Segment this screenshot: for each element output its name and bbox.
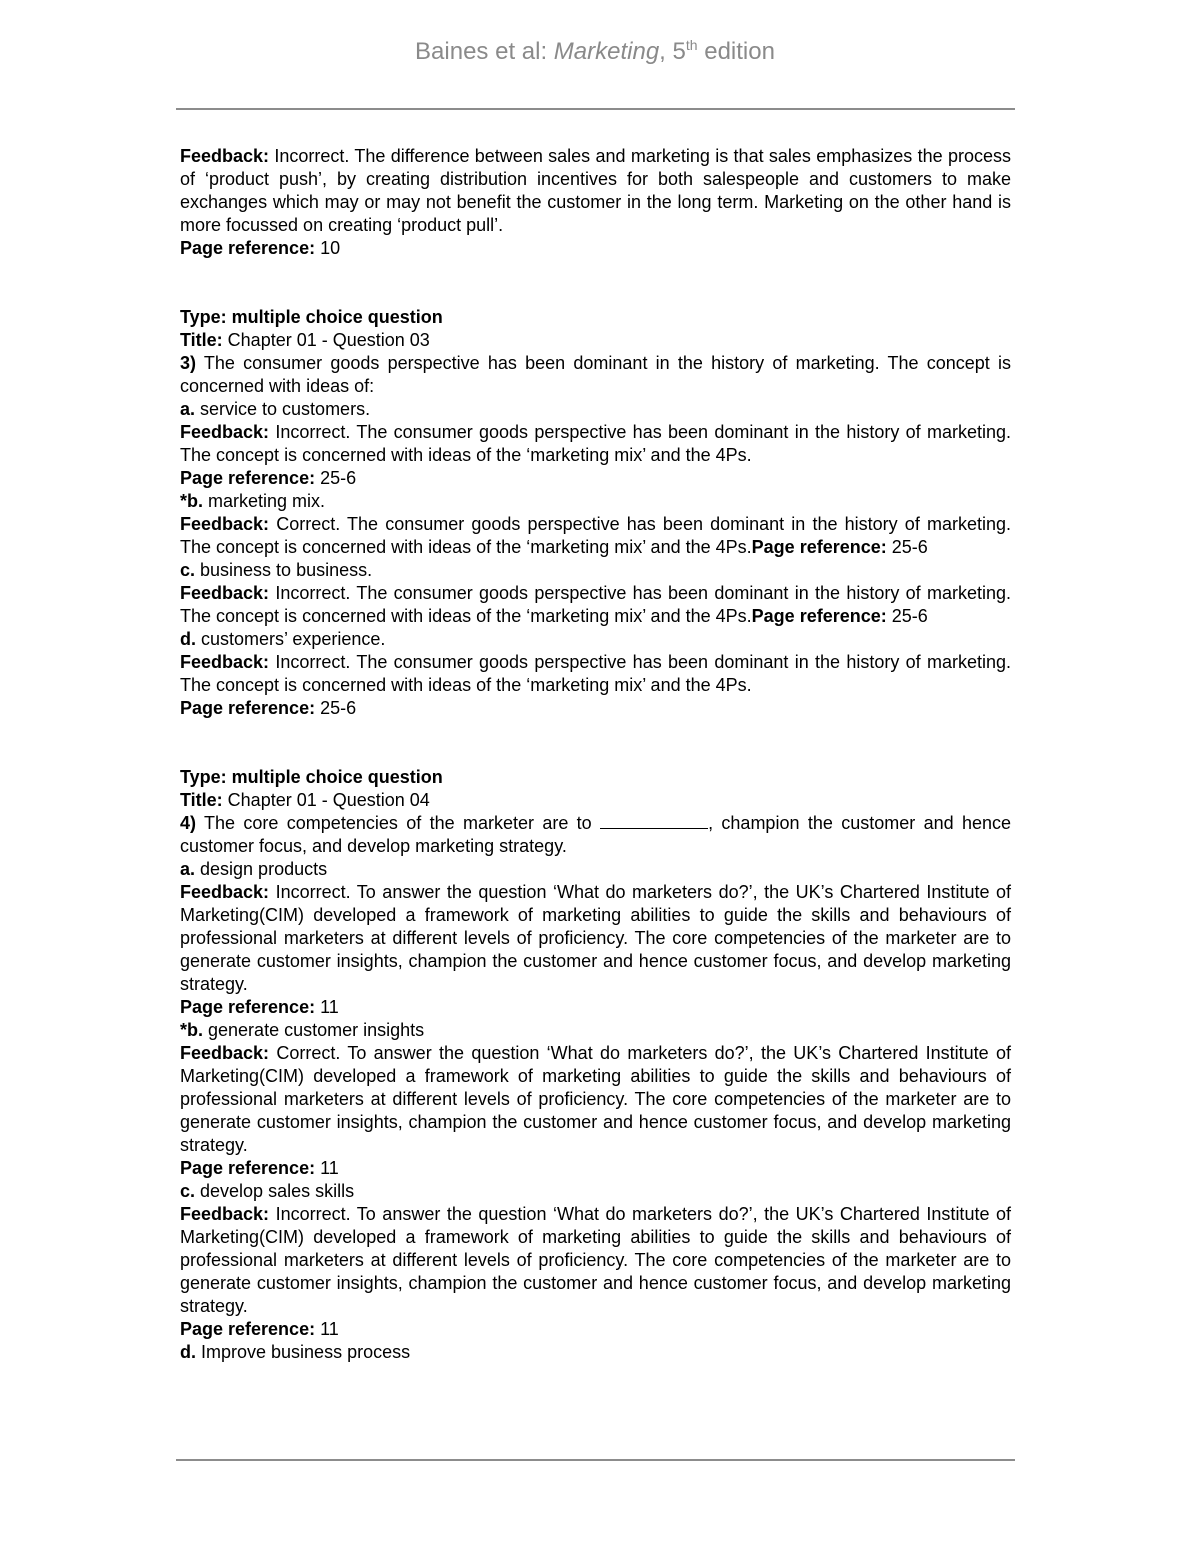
page-reference-label: Page reference: xyxy=(180,1319,316,1339)
header-book-title: Marketing xyxy=(553,38,660,65)
option-letter: d. xyxy=(180,629,196,649)
page-reference-label-part2: reference: xyxy=(799,606,887,626)
option-letter: *b. xyxy=(180,491,204,511)
feedback-label: Feedback: xyxy=(180,1204,270,1224)
feedback-text: Incorrect. To answer the question ‘What do marketers do?’, the UK’s Chartered Institute of Marketing(CIM) developed a framework of marketing abilities to guide the skills and behaviours of professional marketers at different levels of proficiency. The core competencies of the marketer are to generate customer insights, champion the customer and hence customer focus, and develop marketing strategy. xyxy=(180,882,1011,994)
answer-option-b xyxy=(180,490,1011,513)
page-reference xyxy=(180,697,1011,720)
feedback-label: Feedback: xyxy=(180,583,270,603)
question-title xyxy=(180,329,1011,352)
page-reference-value: 25-6 xyxy=(315,698,357,718)
feedback-text: Correct. The consumer goods perspective has been dominant in the history of marketing. The concept is concerned with ideas of the ‘marketing mix’ and the 4Ps. xyxy=(180,514,1011,557)
page-header xyxy=(0,36,1190,68)
question-text-end: , champion the customer and hence customer focus, and develop marketing strategy. xyxy=(180,813,1012,856)
header-authors: Baines et al: xyxy=(415,38,554,65)
page-reference-label-part1: Page xyxy=(751,606,795,626)
question-number: 3) xyxy=(180,353,197,373)
feedback-label: Feedback: xyxy=(180,422,270,442)
option-text: develop sales skills xyxy=(195,1181,355,1201)
feedback-label: Feedback: xyxy=(180,1043,270,1063)
feedback-text: Incorrect. To answer the question ‘What do marketers do?’, the UK’s Chartered Institute of Marketing(CIM) developed a framework of marketing abilities to guide the skills and behaviours of professional marketers at different levels of proficiency. The core competencies of the marketer are to generate customer insights, champion the customer and hence customer focus, and develop marketing strategy. xyxy=(180,1204,1011,1316)
page-reference-label: Page reference: xyxy=(180,1158,316,1178)
feedback-text: Incorrect. The consumer goods perspective has been dominant in the history of marketing. The concept is concerned with ideas of the ‘marketing mix’ and the 4Ps. xyxy=(180,652,1011,695)
feedback-paragraph xyxy=(180,651,1011,697)
feedback-paragraph xyxy=(180,1042,1011,1157)
feedback-paragraph xyxy=(180,145,1011,237)
question-title xyxy=(180,789,1011,812)
feedback-text: Incorrect. The difference between sales and marketing is that sales emphasizes the process of ‘product push’, by creating distribution incentives for both salespeople and customers to make exchanges which may or may not benefit the customer in the long term. Marketing on the other hand is more focussed on creating ‘product pull’. xyxy=(180,146,1011,235)
option-letter: d. xyxy=(180,1342,196,1362)
question-type: Type: multiple choice question xyxy=(180,307,443,327)
page-reference-value: 11 xyxy=(315,1158,339,1178)
question-stem xyxy=(180,812,1011,858)
answer-option-a xyxy=(180,858,1011,881)
question-number: 4) xyxy=(180,813,197,833)
page-reference-label-part2: reference: xyxy=(799,537,887,557)
header-edition-word: edition xyxy=(697,38,775,65)
feedback-label: Feedback: xyxy=(180,882,270,902)
feedback-paragraph xyxy=(180,582,1011,628)
feedback-text: Incorrect. The consumer goods perspective has been dominant in the history of marketing. The concept is concerned with ideas of the ‘marketing mix’ and the 4Ps. xyxy=(180,583,1011,626)
answer-option-b xyxy=(180,1019,1011,1042)
page-reference-value: 10 xyxy=(315,238,341,258)
page-reference-label: Page reference: xyxy=(180,698,316,718)
title-value: Chapter 01 - Question 03 xyxy=(222,330,430,350)
feedback-paragraph xyxy=(180,1203,1011,1318)
page-reference xyxy=(180,237,1011,260)
answer-option-c xyxy=(180,1180,1011,1203)
option-letter: a. xyxy=(180,859,196,879)
feedback-paragraph xyxy=(180,421,1011,467)
question-type: Type: multiple choice question xyxy=(180,767,443,787)
title-label: Title: xyxy=(180,790,223,810)
feedback-label: Feedback: xyxy=(180,514,270,534)
answer-option-d xyxy=(180,628,1011,651)
page-reference xyxy=(180,1157,1011,1180)
option-text: marketing mix. xyxy=(203,491,326,511)
option-letter: a. xyxy=(180,399,196,419)
feedback-text: Correct. To answer the question ‘What do marketers do?’, the UK’s Chartered Institute of Marketing(CIM) developed a framework of marketing abilities to guide the skills and behaviours of professional marketers at different levels of proficiency. The core competencies of the marketer are to generate customer insights, champion the customer and hence customer focus, and develop marketing strategy. xyxy=(180,1043,1011,1155)
option-letter: c. xyxy=(180,1181,196,1201)
feedback-text: Incorrect. The consumer goods perspective has been dominant in the history of marketing. The concept is concerned with ideas of the ‘marketing mix’ and the 4Ps. xyxy=(180,422,1011,465)
page-reference-value: 11 xyxy=(315,997,339,1017)
header-edition-number: 5 xyxy=(672,38,686,65)
page-reference-value: 25-6 xyxy=(886,606,928,626)
section-gap xyxy=(180,720,1011,766)
feedback-label: Feedback: xyxy=(180,146,270,166)
feedback-paragraph xyxy=(180,881,1011,996)
option-text: Improve business process xyxy=(196,1342,411,1362)
header-edition-suffix: th xyxy=(685,37,698,53)
option-text: design products xyxy=(195,859,328,879)
option-letter: *b. xyxy=(180,1020,204,1040)
answer-option-d xyxy=(180,1341,1011,1364)
header-divider xyxy=(176,108,1015,110)
page-reference xyxy=(180,996,1011,1019)
page-reference-value: 25-6 xyxy=(315,468,357,488)
page-reference-value: 25-6 xyxy=(886,537,928,557)
page-reference xyxy=(180,467,1011,490)
question-stem xyxy=(180,352,1011,398)
option-text: business to business. xyxy=(195,560,373,580)
footer-divider xyxy=(176,1459,1015,1461)
answer-option-a xyxy=(180,398,1011,421)
section-gap xyxy=(180,260,1011,306)
question-text-start: The core competencies of the marketer are to xyxy=(196,813,601,833)
option-letter: c. xyxy=(180,560,196,580)
page-reference xyxy=(180,1318,1011,1341)
page-reference-label: Page reference: xyxy=(180,238,316,258)
document-body xyxy=(180,145,1011,1364)
option-text: customers’ experience. xyxy=(196,629,386,649)
fill-in-blank xyxy=(600,812,708,829)
header-comma: , xyxy=(659,38,673,65)
title-label: Title: xyxy=(180,330,223,350)
feedback-paragraph xyxy=(180,513,1011,559)
page-reference-label: Page reference: xyxy=(180,997,316,1017)
page-reference-label-part1: Page xyxy=(751,537,795,557)
question-text: The consumer goods perspective has been dominant in the history of marketing. The concept is concerned with ideas of: xyxy=(180,353,1011,396)
title-value: Chapter 01 - Question 04 xyxy=(222,790,430,810)
page-reference-value: 11 xyxy=(315,1319,339,1339)
answer-option-c xyxy=(180,559,1011,582)
option-text: generate customer insights xyxy=(203,1020,425,1040)
feedback-label: Feedback: xyxy=(180,652,270,672)
page-reference-label: Page reference: xyxy=(180,468,316,488)
option-text: service to customers. xyxy=(195,399,371,419)
